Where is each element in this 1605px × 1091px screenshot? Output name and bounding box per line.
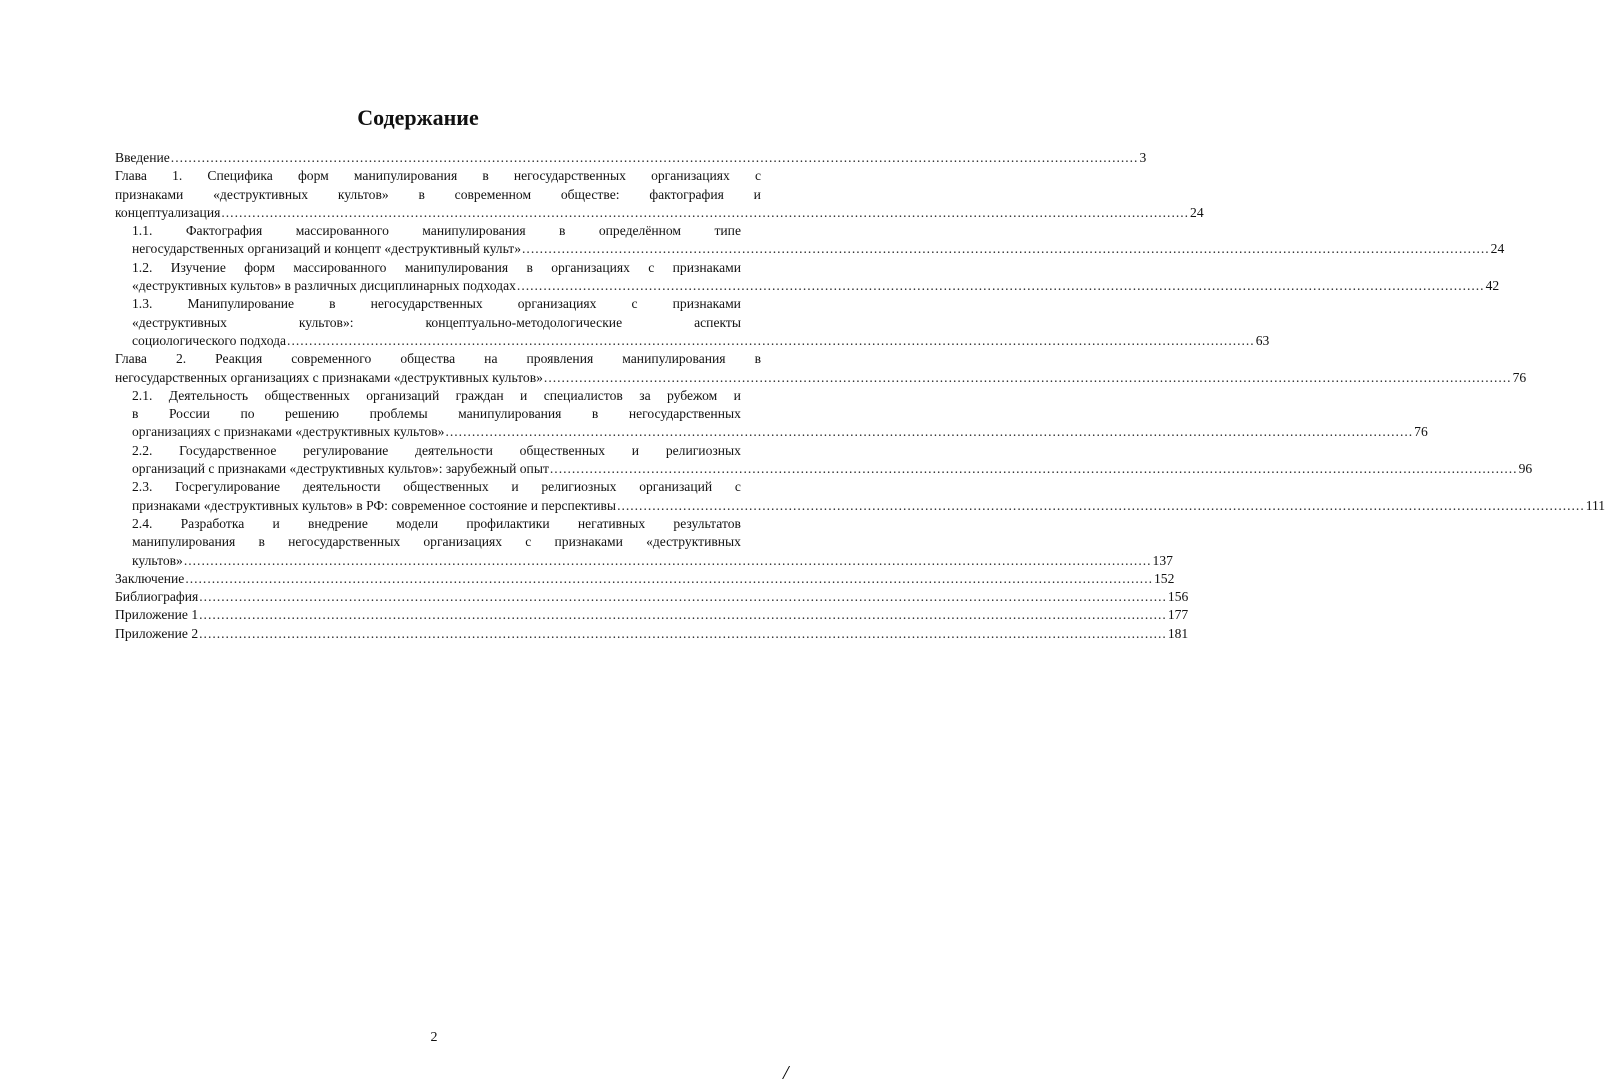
toc-entry-last-line [115, 588, 1189, 606]
toc-entry [115, 259, 1500, 296]
word: регулирование [303, 442, 389, 458]
toc-entry-last-line [132, 277, 1500, 295]
toc-entry-last-line [132, 552, 1173, 570]
word: организаций [366, 387, 440, 403]
word: проблемы [369, 406, 428, 422]
toc-entry [115, 625, 1189, 643]
word: в [559, 223, 566, 239]
toc-entry-page: 24 [1490, 241, 1505, 257]
dot-leader: ............................................................................................................................................................................................................................ [170, 150, 1139, 165]
word: «деструктивных [132, 314, 227, 330]
word: Реакция [215, 351, 263, 367]
word: в [754, 351, 761, 367]
word: в [418, 186, 425, 202]
page-number: 2 [430, 1030, 438, 1045]
toc-entry-line [132, 533, 741, 551]
toc-entry-last-line [115, 625, 1189, 643]
toc-entry-line [132, 515, 741, 533]
toc-entry-last-line [115, 369, 1527, 387]
dot-leader: ............................................................................................................................................................................................................................ [221, 204, 1190, 220]
word: по [240, 406, 255, 422]
toc-entry-line [132, 222, 741, 240]
toc-entry-page: 177 [1167, 607, 1189, 623]
toc-entry-title: негосударственных организациях с признаками «деструктивных культов» [115, 369, 543, 385]
toc-entry-line [132, 387, 741, 405]
word: граждан [455, 387, 504, 403]
margin-mark: / [783, 1062, 789, 1084]
toc-entry [115, 167, 1204, 222]
word: общества [400, 351, 456, 367]
word: с [734, 479, 741, 495]
word: 1.1. [132, 223, 153, 239]
toc-entry [115, 295, 1270, 350]
toc-entry [115, 222, 1505, 259]
word: «деструктивных [646, 534, 741, 550]
word: манипулирования [353, 168, 458, 184]
toc-entry-last-line [132, 497, 1605, 515]
word: и [272, 515, 280, 531]
word: решению [285, 406, 340, 422]
word: обществе: [560, 186, 620, 202]
toc-entry-last-line [115, 570, 1175, 588]
word: общественных [519, 442, 606, 458]
word: признаками [672, 259, 741, 275]
toc-entry-last-line [132, 460, 1533, 478]
toc-entry-title: социологического подхода [132, 332, 287, 348]
toc-entry-line [115, 350, 761, 368]
word: с [631, 296, 638, 312]
toc-entry-last-line [132, 332, 1270, 350]
word: современного [291, 351, 372, 367]
dot-leader: ............................................................................................................................................................................................................................ [185, 570, 1153, 586]
toc-entry-page: 96 [1518, 461, 1533, 477]
toc-entry-page: 42 [1485, 278, 1500, 294]
word: организациях [423, 534, 503, 550]
word: массированного [293, 259, 387, 275]
toc-entry [115, 588, 1189, 606]
toc-entry-title: Библиография [115, 589, 199, 605]
word: с [648, 259, 655, 275]
word: форм [244, 259, 276, 275]
word: негативных [577, 515, 646, 531]
word: на [484, 351, 498, 367]
word: типе [714, 223, 741, 239]
word: в [591, 406, 599, 422]
word: деятельности [302, 479, 381, 495]
word: и [753, 186, 761, 202]
word: Глава [115, 351, 147, 367]
toc-entry-last-line [115, 149, 1147, 167]
toc-entry-title: организаций с признаками «деструктивных культов»: зарубежный опыт [132, 461, 549, 477]
word: внедрение [307, 515, 368, 531]
toc-entry-page: 76 [1512, 369, 1527, 385]
word: 2.3. [132, 479, 153, 495]
word: специалистов [543, 387, 623, 403]
word: организациях [651, 168, 730, 184]
dot-leader: ............................................................................................................................................................................................................................ [199, 589, 1167, 605]
toc-entry-page: 63 [1255, 332, 1270, 348]
toc-entry-line [132, 478, 741, 496]
word: 1.3. [132, 296, 153, 312]
dot-leader: ............................................................................................................................................................................................................................ [516, 278, 1485, 294]
toc-entry-title: негосударственных организаций и концепт «деструктивный культ» [132, 241, 522, 257]
toc-entry-last-line [115, 204, 1204, 222]
word: негосударственных [288, 534, 401, 550]
word: с [754, 168, 761, 184]
toc-entry [115, 570, 1175, 588]
word: в [526, 259, 533, 275]
toc-entry-title: концептуализация [115, 204, 221, 220]
word: определённом [598, 223, 682, 239]
toc-entry-title: «деструктивных культов» в различных дисциплинарных подходах [132, 278, 516, 294]
word: современном [454, 186, 532, 202]
toc-entry-title: Заключение [115, 570, 185, 586]
word: манипулирования [622, 351, 726, 367]
word: негосударственных [513, 168, 626, 184]
toc-entry-line [132, 295, 741, 313]
dot-leader: ............................................................................................................................................................................................................................ [522, 241, 1490, 257]
toc-entry-page: 76 [1414, 424, 1428, 440]
word: «деструктивных [213, 186, 309, 202]
word: религиозных [541, 479, 617, 495]
word: массированного [295, 223, 389, 239]
word: профилактики [466, 515, 550, 531]
word: Глава [115, 168, 147, 184]
word: и [631, 442, 640, 458]
word: с [525, 534, 532, 550]
word: манипулирования [458, 406, 562, 422]
word: общественных [403, 479, 489, 495]
word: России [168, 406, 210, 422]
toc-entry-last-line [132, 423, 1428, 441]
word: 1.2. [132, 259, 153, 275]
toc-entry-page: 111 [1585, 497, 1605, 513]
word: модели [396, 515, 439, 531]
word: в [482, 168, 489, 184]
toc-entry-last-line [115, 606, 1189, 624]
dot-leader: ............................................................................................................................................................................................................................ [183, 552, 1152, 568]
dot-leader: ............................................................................................................................................................................................................................ [617, 497, 1585, 513]
word: организаций [639, 479, 713, 495]
toc-entry-page: 152 [1153, 570, 1175, 586]
toc-entry-page: 137 [1152, 552, 1173, 568]
word: 2. [175, 351, 187, 367]
word: в [132, 406, 139, 422]
word: фактография [649, 186, 724, 202]
dot-leader: ............................................................................................................................................................................................................................ [549, 461, 1518, 477]
word: организациях [517, 296, 597, 312]
toc-entry [115, 478, 1605, 515]
toc-entry-title: Приложение 2 [115, 625, 199, 641]
word: признаками [554, 534, 623, 550]
toc-entry-page: 24 [1190, 204, 1204, 220]
word: Разработка [180, 515, 245, 531]
word: Фактография [185, 223, 263, 239]
dot-leader: ............................................................................................................................................................................................................................ [287, 332, 1255, 348]
word: Государственное [179, 442, 277, 458]
word: и [520, 387, 528, 403]
word: проявления [526, 351, 594, 367]
toc-entry [115, 442, 1533, 479]
toc-entry [115, 606, 1189, 624]
word: 2.1. [132, 387, 153, 403]
word: негосударственных [370, 296, 483, 312]
toc-entry [115, 515, 1173, 570]
word: за [639, 387, 651, 403]
word: 2.4. [132, 515, 153, 531]
word: организациях [551, 259, 630, 275]
word: форм [297, 168, 329, 184]
word: Изучение [170, 259, 226, 275]
word: концептуально-методологические [425, 314, 623, 330]
toc-entry-title: организациях с признаками «деструктивных культов» [132, 424, 445, 440]
toc-entry-line [115, 167, 761, 185]
word: деятельности [415, 442, 493, 458]
word: манипулирования [422, 223, 526, 239]
toc-entry [115, 350, 1527, 387]
word: негосударственных [628, 406, 741, 422]
word: культов»: [298, 314, 354, 330]
word: в [258, 534, 265, 550]
word: Манипулирование [187, 296, 295, 312]
word: 2.2. [132, 442, 153, 458]
toc-entry-line [132, 405, 741, 423]
dot-leader: ............................................................................................................................................................................................................................ [445, 424, 1414, 440]
dot-leader: ............................................................................................................................................................................................................................ [199, 607, 1167, 623]
table-of-contents [115, 149, 1605, 643]
toc-entry-page: 156 [1167, 589, 1189, 605]
toc-entry-title: Введение [115, 150, 170, 165]
toc-entry-title: Приложение 1 [115, 607, 199, 623]
toc-entry-line [115, 186, 761, 204]
word: Госрегулирование [175, 479, 281, 495]
toc-entry-title: культов» [132, 552, 183, 568]
word: Специфика [207, 168, 273, 184]
toc-entry-line [132, 314, 741, 332]
word: манипулирования [132, 534, 236, 550]
word: религиозных [665, 442, 741, 458]
word: признаками [672, 296, 741, 312]
word: рубежом [667, 387, 718, 403]
word: в [329, 296, 336, 312]
word: культов» [337, 186, 389, 202]
word: результатов [673, 515, 741, 531]
toc-entry-line [132, 259, 741, 277]
word: манипулирования [404, 259, 509, 275]
toc-entry-page: 181 [1167, 625, 1189, 641]
word: и [733, 387, 741, 403]
toc-entry-last-line [132, 240, 1505, 258]
word: аспекты [694, 314, 741, 330]
dot-leader: ............................................................................................................................................................................................................................ [199, 625, 1167, 641]
word: Деятельность [168, 387, 249, 403]
dot-leader: ............................................................................................................................................................................................................................ [543, 369, 1512, 385]
toc-entry-page: 3 [1139, 150, 1147, 165]
word: 1. [172, 168, 183, 184]
toc-entry [115, 149, 1147, 167]
word: общественных [264, 387, 350, 403]
word: и [511, 479, 519, 495]
toc-entry [115, 387, 1428, 442]
toc-entry-line [132, 442, 741, 460]
word: признаками [115, 186, 184, 202]
toc-entry-title: признаками «деструктивных культов» в РФ: современное состояние и перспективы [132, 497, 617, 513]
page-title: Содержание [357, 105, 479, 130]
